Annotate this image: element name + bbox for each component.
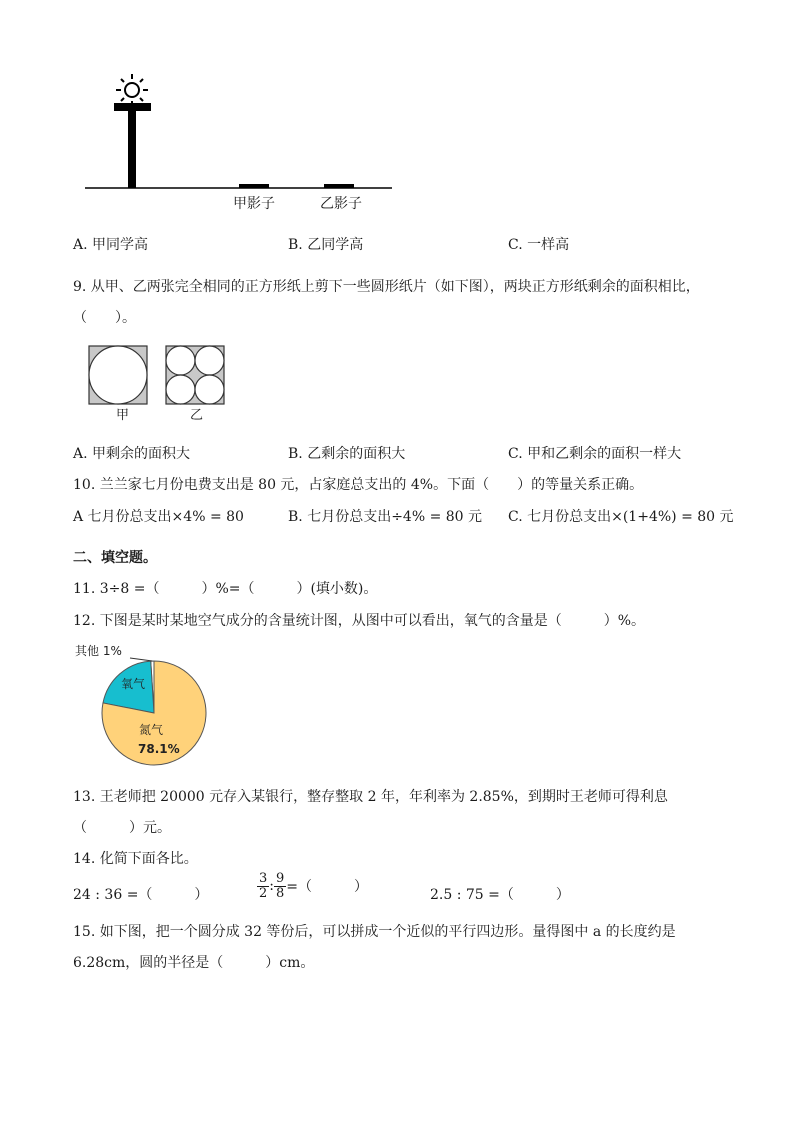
q9-option-b[interactable]: B. 乙剩余的面积大 bbox=[288, 446, 406, 462]
q15-question: 15. 如下图，把一个圆分成 32 等份后，可以拼成一个近似的平行四边形。量得图中 a 的长度约是 bbox=[73, 924, 676, 940]
air-composition-pie-chart bbox=[70, 638, 220, 773]
q14-question: 14. 化简下面各比。 bbox=[73, 851, 198, 867]
pie-label-other: 其他 1% bbox=[75, 644, 122, 658]
section-title: 二、填空题。 bbox=[73, 550, 157, 566]
pie-label-oxygen: 氧气 bbox=[121, 677, 146, 691]
q14-item-3: 2.5 : 75 =（ ） bbox=[430, 887, 570, 903]
shadow-a-label: 甲影子 bbox=[233, 196, 275, 212]
q15-question-line2: 6.28cm，圆的半径是（ ）cm。 bbox=[73, 955, 315, 971]
q12-question: 12. 下图是某时某地空气成分的含量统计图，从图中可以看出，氧气的含量是（ ）%。 bbox=[73, 613, 646, 629]
q8-option-c[interactable]: C. 一样高 bbox=[508, 237, 570, 253]
q10-option-c[interactable]: C. 七月份总支出×(1+4%) = 80 元 bbox=[508, 509, 734, 525]
circle-b4 bbox=[195, 375, 224, 404]
q14-item-1: 24 : 36 =（ ） bbox=[73, 887, 209, 903]
pie-leader-line-other bbox=[130, 658, 152, 661]
circle-a bbox=[89, 346, 147, 404]
shadow-b bbox=[324, 184, 354, 188]
lamp-pole bbox=[128, 111, 136, 188]
q9-option-a[interactable]: A. 甲剩余的面积大 bbox=[73, 446, 191, 462]
q13-question: 13. 王老师把 20000 元存入某银行，整存整取 2 年，年利率为 2.85%，到期时王老师可得利息 bbox=[73, 789, 668, 805]
q9-fig-label-a: 甲 bbox=[116, 408, 130, 423]
q11-question: 11. 3÷8 =（ ）%=（ ）(填小数)。 bbox=[73, 581, 378, 597]
circle-b3 bbox=[166, 375, 195, 404]
q10-question: 10. 兰兰家七月份电费支出是 80 元，占家庭总支出的 4%。下面（ ）的等量关系正确。 bbox=[73, 477, 644, 493]
q14-fraction-2: $\frac{9}{8}$ bbox=[276, 871, 285, 901]
q13-question-line2: （ ）元。 bbox=[73, 820, 171, 836]
pie-value-nitrogen: 78.1% bbox=[138, 742, 180, 756]
q8-option-a[interactable]: A. 甲同学高 bbox=[73, 237, 149, 253]
q9-figure bbox=[86, 343, 231, 423]
q8-option-b[interactable]: B. 乙同学高 bbox=[288, 237, 364, 253]
lamp-crossbar bbox=[114, 103, 151, 111]
circle-b1 bbox=[166, 346, 195, 375]
q9-option-c[interactable]: C. 甲和乙剩余的面积一样大 bbox=[508, 446, 682, 462]
circle-b2 bbox=[195, 346, 224, 375]
shadow-a bbox=[239, 184, 269, 188]
q14-fraction-1: $\frac{3}{2}$ bbox=[259, 871, 268, 901]
sun-icon bbox=[116, 74, 148, 106]
q9-question-line2: （ ）。 bbox=[73, 310, 136, 326]
pie-label-nitrogen: 氮气 bbox=[139, 723, 164, 737]
q9-question: 9. 从甲、乙两张完全相同的正方形纸上剪下一些圆形纸片（如下图），两块正方形纸剩余的面积相比， bbox=[73, 279, 700, 295]
q9-fig-label-b: 乙 bbox=[190, 408, 204, 423]
q10-option-a[interactable]: A 七月份总支出×4% = 80 bbox=[73, 509, 244, 525]
q10-option-b[interactable]: B. 七月份总支出÷4% = 80 元 bbox=[288, 509, 483, 525]
shadow-b-label: 乙影子 bbox=[320, 196, 362, 212]
q14-item-2: $\frac{3}{2}$ : $\frac{9}{8}$ =（ ） bbox=[259, 871, 369, 901]
